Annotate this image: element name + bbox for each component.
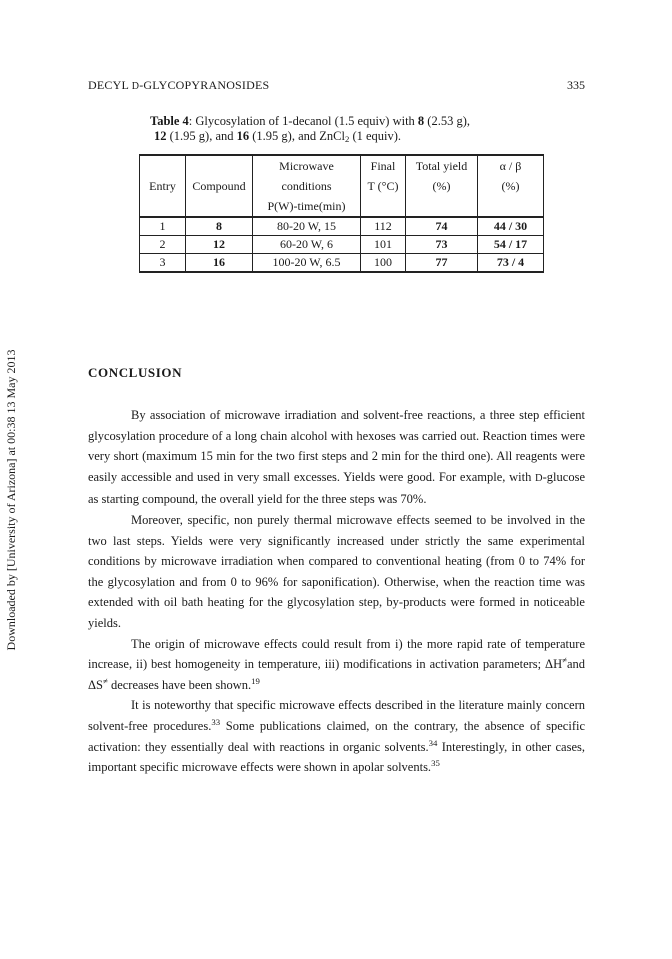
citation-ref: 34 (428, 737, 438, 748)
cell-alpha-beta: 73 / 4 (478, 254, 544, 273)
section-heading-conclusion: CONCLUSION (88, 365, 183, 380)
paragraph: The origin of microwave effects could result from i) the more rapid rate of temperature increase, ii) best homogeneity in temperature, iii) modifications in activation parameters; ΔH≠and ΔS≠ decreases have been shown.$^{19}$ (88, 636, 585, 692)
cell-yield: 77 (406, 254, 478, 273)
header-entry: Entry (140, 176, 186, 196)
page-number: 335 (567, 78, 585, 92)
header-microwave: Microwave (253, 155, 361, 176)
conclusion-body (88, 405, 585, 778)
citation-ref: 33 (211, 716, 221, 727)
glycosylation-table (139, 154, 544, 273)
table-header-row (140, 176, 544, 196)
citation-ref: 19 (251, 675, 260, 686)
table-row (140, 236, 544, 254)
running-header (88, 78, 585, 96)
cell-temp: 112 (361, 217, 406, 236)
paragraph: It is noteworthy that specific microwave effects described in the literature mainly concern solvent-free procedures.$^{33}$ Some publications claimed, on the contrary, the absence of specific activation: they essentially deal with reactions in organic solvents.$^{34}$ Interestingly, in other cases, important specific microwave effects were shown in apolar solvents.$^{35}$ (88, 698, 585, 775)
caption-line-1: Table 4: Glycosylation of 1-decanol (1.5 equiv) with 8 (2.53 g), (150, 114, 470, 128)
header-compound: Compound (186, 176, 253, 196)
header-conditions: conditions (253, 176, 361, 196)
cell-compound: 16 (186, 254, 253, 273)
paragraph: By association of microwave irradiation and solvent-free reactions, a three step efficient glycosylation procedure of a long chain alcohol with hexoses was carried out. Reaction times were very short (maximum 15 min for the two first steps and 2 min for the third one). All reagents were easily accessible and used in very small excesses. Yields were good. For example, with D-glucose as starting compound, the overall yield for the three steps was 70%. (88, 408, 585, 507)
caption-line-2: 12 (1.95 g), and 16 (1.95 g), and ZnCl$_2$ (1 equiv). (154, 129, 402, 144)
download-watermark: Downloaded by [University of Arizona] at 00:38 13 May 2013 (4, 349, 18, 651)
cell-compound: 8 (186, 217, 253, 236)
cell-compound: 12 (186, 236, 253, 254)
cell-yield: 73 (406, 236, 478, 254)
table-row (140, 254, 544, 273)
header-total-yield: Total yield (406, 155, 478, 176)
running-title: DECYL D-GLYCOPYRANOSIDES (88, 78, 270, 92)
table-header-row (140, 196, 544, 217)
cell-conditions: 80-20 W, 15 (253, 217, 361, 236)
paragraph: Moreover, specific, non purely thermal microwave effects seemed to be involved in the two last steps. Yields were very significantly increased under strictly the same experimental conditions by microwave irradiation when compared to conventional heating (from 0 to 74% for the glycosylation and from 0 to 96% for saponification). Otherwise, when the reaction time was extended with oil bath heating for the glycosylation step, by-products were formed in noticeable yields. (88, 512, 585, 630)
citation-ref: 35 (431, 758, 440, 769)
header-power-time: P(W)-time(min) (253, 196, 361, 217)
cell-temp: 100 (361, 254, 406, 273)
table-row (140, 217, 544, 236)
cell-alpha-beta: 44 / 30 (478, 217, 544, 236)
header-alpha-beta: α / β (478, 155, 544, 176)
cell-entry: 1 (140, 217, 186, 236)
cell-temp: 101 (361, 236, 406, 254)
header-ab-unit: (%) (478, 176, 544, 196)
header-temp-unit: T (°C) (361, 176, 406, 196)
cell-conditions: 100-20 W, 6.5 (253, 254, 361, 273)
cell-alpha-beta: 54 / 17 (478, 236, 544, 254)
table-header-row (140, 155, 544, 176)
cell-yield: 74 (406, 217, 478, 236)
header-yield-unit: (%) (406, 176, 478, 196)
cell-conditions: 60-20 W, 6 (253, 236, 361, 254)
header-final: Final (361, 155, 406, 176)
cell-entry: 2 (140, 236, 186, 254)
cell-entry: 3 (140, 254, 186, 273)
table-caption (150, 114, 550, 147)
